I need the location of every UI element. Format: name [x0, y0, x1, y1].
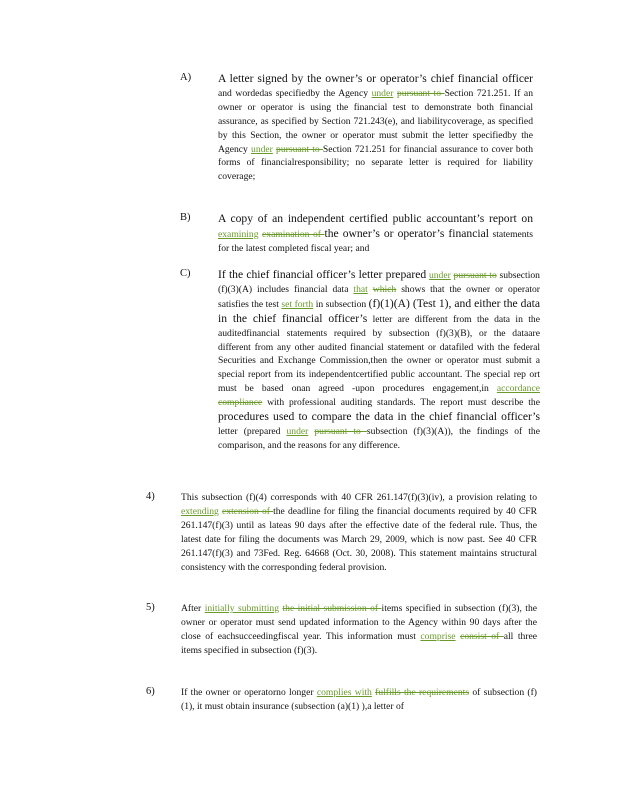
inserted-text: extending [181, 505, 219, 517]
text-run: If the owner or operatorno longer [181, 687, 317, 698]
text-run: of subsection (f)(1), it must obtain insurance (subsection (a)(1) ),a letter of [181, 687, 538, 712]
inserted-text: set forth [281, 298, 314, 310]
text-run: subsection (f)(3)(A)), the findings of the comparison, and the reasons for any difference. [218, 425, 540, 451]
text-run: statements for the latest completed fiscal year; and [218, 228, 533, 254]
item-text-A [218, 72, 533, 184]
deleted-text: compliance [218, 397, 263, 409]
text-run: (f)(1)(A) (Test 1), and either the data in the chief financial officer’s [218, 296, 540, 325]
deleted-text: consist of [460, 630, 504, 642]
deleted-text: pursuant to [314, 425, 367, 437]
text-run: all three items specified in subsection (f)(3). [181, 630, 537, 656]
item-text-4 [181, 491, 537, 574]
inserted-text: examining [218, 228, 259, 240]
deleted-text: fulfills the requirements [375, 687, 470, 698]
item-text-6 [181, 686, 537, 714]
text-run: letter are different from the data in the auditedfinancial statements required by subsection (f)(3)(B), or the dataare different from any other audited financial statement or datafiled with the federal Securities and Exchange Commission,then the owner or operator must submit a special report from its independentcertified public accountant. The special rep ort must be based onan agreed -upon procedures engagement,in [218, 313, 540, 395]
deleted-text: pursuant to [453, 270, 497, 281]
inserted-text: initially submitting [204, 603, 280, 614]
item-text-C [218, 268, 540, 453]
text-run: subsection (f)(3)(A) includes financial data [218, 270, 540, 295]
text-run: letter (prepared [218, 425, 287, 437]
inserted-text: under [428, 270, 451, 281]
inserted-text: that [353, 283, 368, 295]
item-label-4: 4) [146, 491, 155, 502]
text-run: A letter signed by the owner’s or operator’s chief financial officer [218, 72, 533, 85]
text-run: with professional auditing standards. The report must describe the [262, 397, 540, 409]
deleted-text: which [372, 283, 397, 295]
item-text-5 [181, 602, 537, 658]
inserted-text: comprise [420, 630, 456, 642]
text-run: the deadline for filing the financial documents required by 40 CFR 261.147(f)(3) until as lateas 90 days after the effective date of the federal rule. Thus, the latest date for filing the documents was March 29, 2009, which is now past. See 40 CFR 261.147(f)(3) and 73Fed. Reg. 64668 (Oct. 30, 2008). This statement maintains structural consistency with the corresponding federal provision. [181, 505, 537, 573]
text-run: shows that the owner or operator satisfies the test [218, 283, 540, 310]
deleted-text: examination of [262, 228, 325, 240]
text-run: in subsection [313, 298, 369, 310]
deleted-text: the initial submission of [282, 603, 382, 614]
text-run: After [181, 603, 205, 614]
text-run: procedures used to compare the data in the chief financial officer’s [218, 410, 540, 424]
item-label-A: A) [180, 72, 192, 83]
inserted-text: under [286, 425, 309, 437]
inserted-text: under [371, 87, 394, 99]
text-run: This subsection (f)(4) corresponds with 40 CFR 261.147(f)(3)(iv), a provision relating to [181, 492, 537, 503]
deleted-text: pursuant to [396, 87, 445, 99]
item-text-B [218, 212, 533, 256]
item-label-B: B) [180, 212, 191, 223]
inserted-text: accordance [496, 383, 540, 395]
deleted-text: extension of [222, 505, 274, 517]
text-run: and wordedas specifiedby the Agency [218, 87, 372, 99]
item-label-5: 5) [146, 602, 155, 613]
text-run: the owner’s or operator’s financial [324, 226, 489, 240]
inserted-text: under [251, 143, 273, 155]
item-label-C: C) [180, 268, 191, 279]
item-label-6: 6) [146, 686, 155, 697]
inserted-text: complies with [316, 687, 372, 698]
text-run: A copy of an independent certified public accountant’s report on [218, 212, 533, 225]
deleted-text: pursuant to [276, 143, 323, 155]
text-run: Section 721.251. If an owner or operator is using the financial test to demonstrate both financial assurance, as specified by Section 721.243(e), and liabilitycoverage, as specified by this Section, the owner or operator must submit the letter specifiedby the Agency [218, 87, 533, 155]
text-run: Section 721.251 for financial assurance to cover both forms of financialresponsibility; no separate letter is required for liability coverage; [218, 143, 533, 183]
text-run: items specified in subsection (f)(3), the owner or operator must send updated information to the Agency within 90 days after the close of eachsucceedingfiscal year. This information must [181, 603, 538, 642]
text-run: If the chief financial officer’s letter prepared [218, 268, 427, 281]
